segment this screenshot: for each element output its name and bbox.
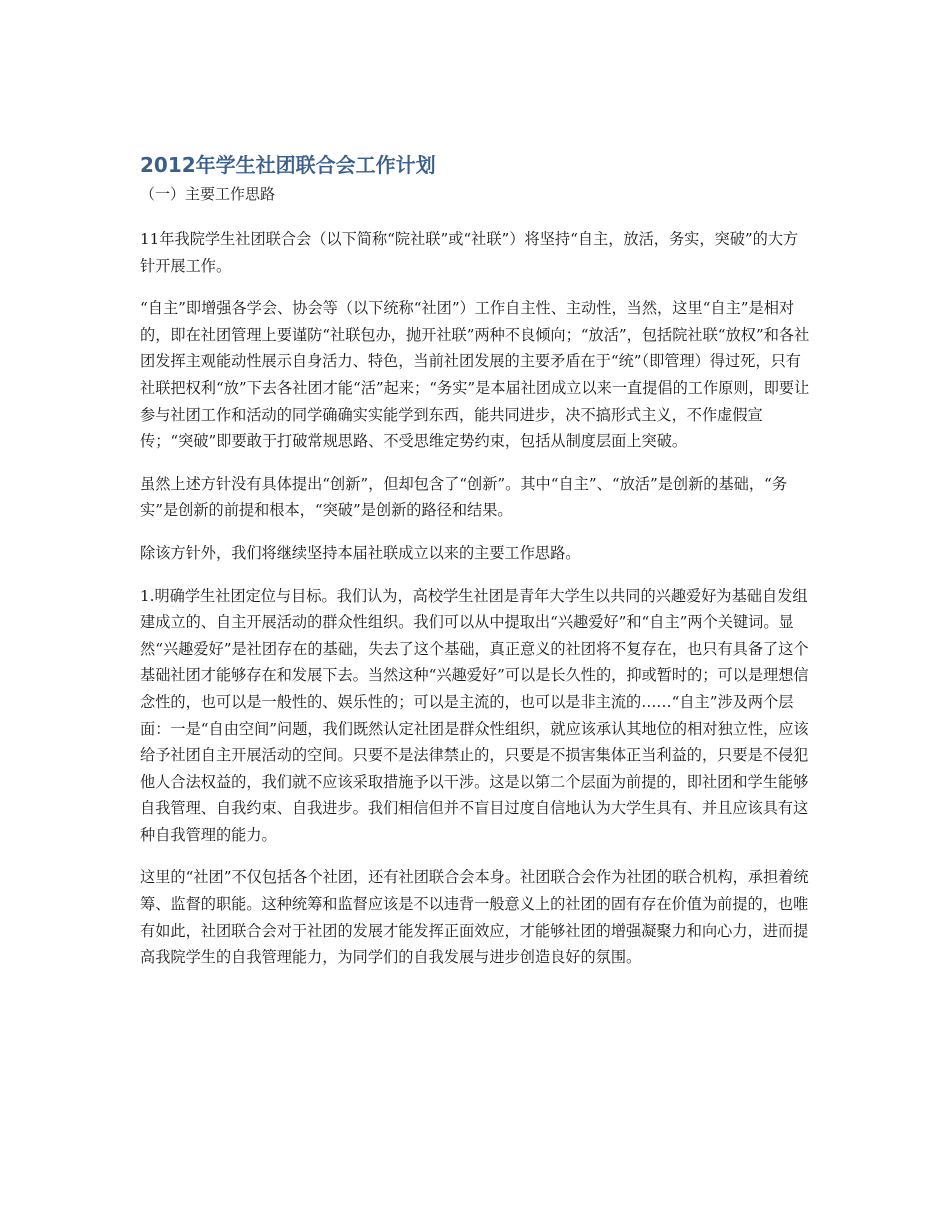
document-body [140,150,812,971]
document-title: 2012年学生社团联合会工作计划 [140,153,436,177]
paragraph-federation: 这里的“社团”不仅包括各个社团，还有社团联合会本身。社团联合会作为社团的联合机构，承担着统筹、监督的职能。这种统筹和监督应该是不以违背一般意义上的社团的固有存在价值为前提的，也唯有如此，社团联合会对于社团的发展才能发挥正面效应，才能够社团的增强凝聚力和向心力，进而提高我院学生的自我管理能力，为同学们的自我发展与进步创造良好的氛围。 [140,868,809,967]
paragraph-explanation: “自主”即增强各学会、协会等（以下统称“社团”）工作自主性、主动性，当然，这里“自主”是相对的，即在社团管理上要谨防“社联包办，抛开社联”两种不良倾向；“放活”，包括院社联“放权”和各社团发挥主观能动性展示自身活力、特色，当前社团发展的主要矛盾在于“统”（即管理）得过死，只有社联把权利“放”下去各社团才能“活”起来；“务实”是本届社团成立以来一直提倡的工作原则，即要让参与社团工作和活动的同学确确实实能学到东西，能共同进步，决不搞形式主义，不作虚假宣传；“突破”即要敢于打破常规思路、不受思维定势约束，包括从制度层面上突破。 [140,299,810,451]
paragraph-continuation: 除该方针外，我们将继续坚持本届社联成立以来的主要工作思路。 [140,543,581,562]
paragraph-positioning: 1.明确学生社团定位与目标。我们认为，高校学生社团是青年大学生以共同的兴趣爱好为基础自发组建成立的、自主开展活动的群众性组织。我们可以从中提取出“兴趣爱好”和“自主”两个关键词。显然“兴趣爱好”是社团存在的基础，失去了这个基础，真正意义的社团将不复存在，也只有具备了这个基础社团才能够存在和发展下去。当然这种“兴趣爱好”可以是长久性的，抑或暂时的；可以是理想信念性的，也可以是一般性的、娱乐性的；可以是主流的，也可以是非主流的……“自主”涉及两个层面：一是“自由空间”问题，我们既然认定社团是群众性组织，就应该承认其地位的相对独立性，应该给予社团自主开展活动的空间。只要不是法律禁止的，只要是不损害集体正当利益的，只要是不侵犯他人合法权益的，我们就不应该采取措施予以干涉。这是以第二个层面为前提的，即社团和学生能够自我管理、自我约束、自我进步。我们相信但并不盲目过度自信地认为大学生具有、并且应该具有这种自我管理的能力。 [140,586,809,844]
paragraph-innovation: 虽然上述方针没有具体提出“创新”，但却包含了“创新”。其中“自主”、“放活”是创新的基础，“务实”是创新的前提和根本，“突破”是创新的路径和结果。 [140,474,788,520]
section-heading: （一）主要工作思路 [140,185,276,203]
paragraph-policy: 11年我院学生社团联合会（以下简称“院社联”或“社联”）将坚持“自主，放活，务实，突破”的大方针开展工作。 [140,230,799,275]
